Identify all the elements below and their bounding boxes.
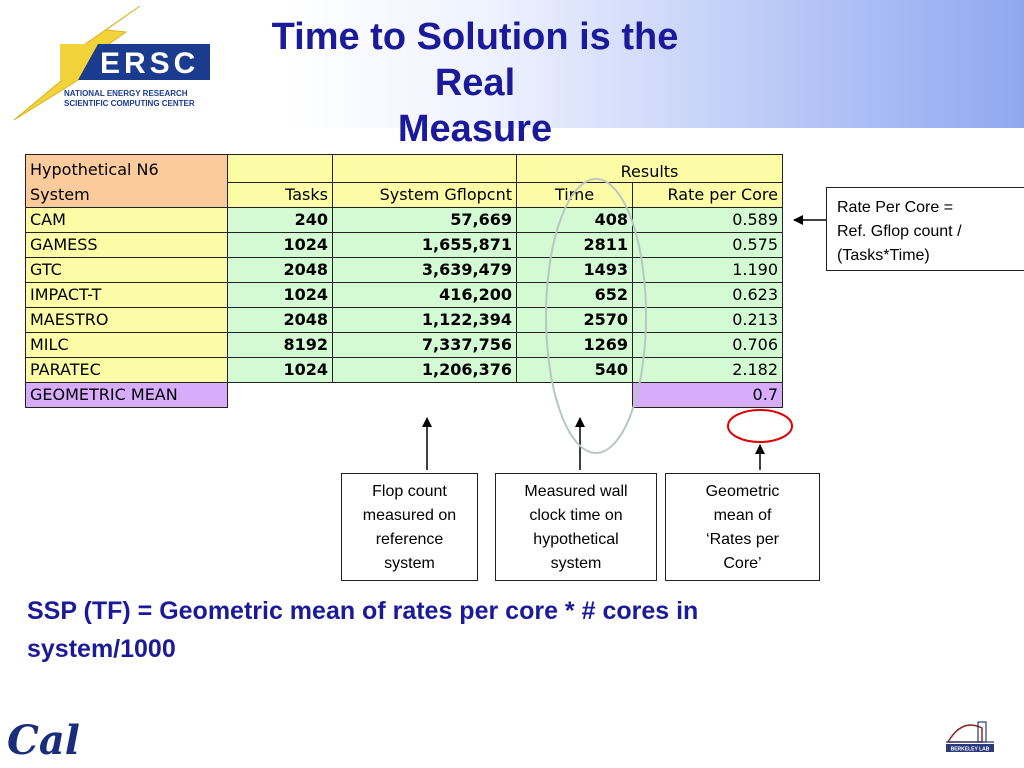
row-rate: 0.706 <box>633 333 783 358</box>
cal-logo <box>5 710 85 765</box>
flop-callout-line-2: measured on <box>362 507 457 524</box>
flop-callout-line-3: reference <box>375 531 444 548</box>
slide-title <box>250 14 700 152</box>
row-rate: 0.623 <box>633 283 783 308</box>
formula-line-2: system/1000 <box>27 635 176 663</box>
row-gflop: 57,669 <box>333 208 517 233</box>
table-row <box>26 308 783 333</box>
row-time: 2570 <box>517 308 633 333</box>
row-gflop: 416,200 <box>333 283 517 308</box>
table-row <box>26 333 783 358</box>
row-name: CAM <box>26 208 228 233</box>
row-tasks: 8192 <box>228 333 333 358</box>
row-tasks: 1024 <box>228 233 333 258</box>
wall-callout-line-1: Measured wall <box>524 483 628 500</box>
ssp-formula-text <box>27 592 927 668</box>
header-blank-2 <box>333 155 517 183</box>
table-row <box>26 283 783 308</box>
flop-callout-line-1: Flop count <box>372 483 447 500</box>
row-rate: 2.182 <box>633 358 783 383</box>
wall-callout-line-2: clock time on <box>529 507 623 524</box>
lab-building-icon <box>948 725 982 742</box>
row-time: 540 <box>517 358 633 383</box>
row-time: 1493 <box>517 258 633 283</box>
row-rate: 1.190 <box>633 258 783 283</box>
table-row <box>26 258 783 283</box>
row-name: MAESTRO <box>26 308 228 333</box>
table-row <box>26 208 783 233</box>
title-line-2: Measure <box>397 108 553 150</box>
row-tasks: 240 <box>228 208 333 233</box>
row-name: GTC <box>26 258 228 283</box>
row-gflop: 1,206,376 <box>333 358 517 383</box>
lab-logo-text: BERKELEY LAB <box>950 746 990 753</box>
rate-formula-callout <box>826 187 1024 271</box>
mean-blank-3 <box>517 383 633 408</box>
header-gflopcnt: System Gflopcnt <box>333 182 517 207</box>
row-time: 652 <box>517 283 633 308</box>
row-gflop: 1,122,394 <box>333 308 517 333</box>
title-line-1: Time to Solution is the Real <box>271 16 679 104</box>
row-rate: 0.589 <box>633 208 783 233</box>
row-gflop: 7,337,756 <box>333 333 517 358</box>
row-time: 408 <box>517 208 633 233</box>
geometric-mean-value: 0.7 <box>633 383 783 408</box>
mean-blank-1 <box>228 383 333 408</box>
system-label-line-1: Hypothetical N6 <box>30 160 159 179</box>
flop-count-callout <box>341 473 478 581</box>
table-row <box>26 233 783 258</box>
system-label-line-2: System <box>30 185 90 204</box>
table-row <box>26 358 783 383</box>
flop-callout-line-4: system <box>384 555 435 572</box>
logo-line2: SCIENTIFIC COMPUTING CENTER <box>64 99 195 108</box>
row-gflop: 3,639,479 <box>333 258 517 283</box>
header-time: Time <box>517 182 633 207</box>
geo-callout-line-1: Geometric <box>705 483 780 500</box>
row-rate: 0.575 <box>633 233 783 258</box>
results-header: Results <box>517 155 783 183</box>
header-blank-1 <box>228 155 333 183</box>
row-tasks: 2048 <box>228 258 333 283</box>
results-table <box>25 154 783 408</box>
rate-callout-line-2: Ref. Gflop count / <box>837 223 962 240</box>
geometric-mean-label: GEOMETRIC MEAN <box>26 383 228 408</box>
row-name: PARATEC <box>26 358 228 383</box>
row-tasks: 2048 <box>228 308 333 333</box>
wall-clock-callout <box>495 473 657 581</box>
mean-blank-2 <box>333 383 517 408</box>
formula-line-1: SSP (TF) = Geometric mean of rates per core * # cores in <box>27 597 699 625</box>
header-rate-per-core: Rate per Core <box>633 182 783 207</box>
row-name: GAMESS <box>26 233 228 258</box>
rate-callout-line-1: Rate Per Core = <box>837 199 954 216</box>
geo-callout-line-4: Core’ <box>723 555 762 572</box>
logo-line1: NATIONAL ENERGY RESEARCH <box>64 89 188 98</box>
row-name: MILC <box>26 333 228 358</box>
cal-logo-text: Cal <box>7 717 80 764</box>
geometric-mean-row <box>26 383 783 408</box>
wall-callout-line-4: system <box>550 555 602 572</box>
row-gflop: 1,655,871 <box>333 233 517 258</box>
table-header-row-1 <box>26 155 783 183</box>
nersc-logo <box>8 4 213 122</box>
row-rate: 0.213 <box>633 308 783 333</box>
header-tasks: Tasks <box>228 182 333 207</box>
geo-callout-line-2: mean of <box>713 507 772 524</box>
rate-callout-line-3: (Tasks*Time) <box>837 247 930 264</box>
berkeley-lab-logo <box>942 712 998 758</box>
row-name: IMPACT-T <box>26 283 228 308</box>
logo-wordmark: ERSC <box>100 47 200 80</box>
row-tasks: 1024 <box>228 283 333 308</box>
geometric-mean-callout <box>665 473 820 581</box>
system-label-cell <box>26 155 228 208</box>
mean-value-highlight-ellipse <box>728 410 792 442</box>
geo-callout-line-3: ‘Rates per <box>706 531 779 548</box>
row-time: 2811 <box>517 233 633 258</box>
row-time: 1269 <box>517 333 633 358</box>
row-tasks: 1024 <box>228 358 333 383</box>
wall-callout-line-3: hypothetical <box>533 531 619 548</box>
